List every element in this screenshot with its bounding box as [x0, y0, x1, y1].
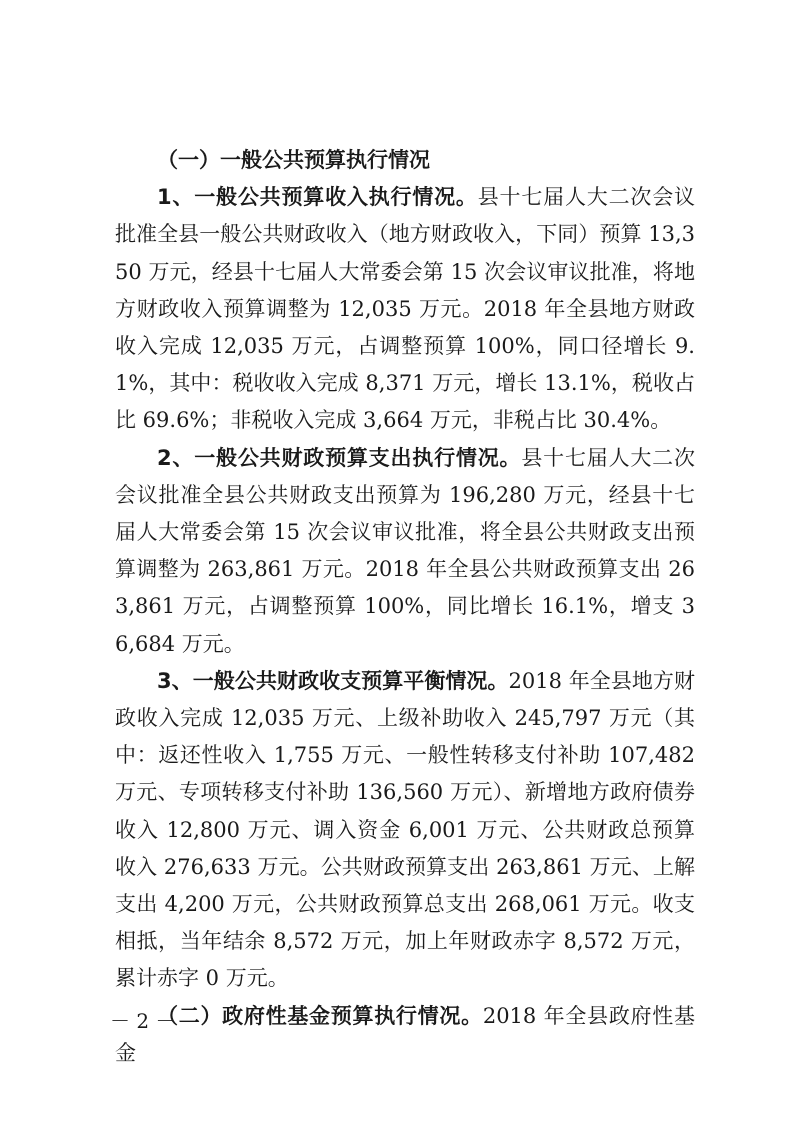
- paragraph-expenditure-body: 县十七届人大二次会议批准全县公共财政支出预算为 196,280 万元，经县十七届人大常委会第 15 次会议审议批准，将全县公共财政支出预算调整为 263,861 万元。2018 年全县公共财政预算支出 263,861 万元，占调整预算 100%，同比增长 16.1%，增支 36,684 万元。: [115, 445, 695, 656]
- paragraph-expenditure-lead: 2、一般公共财政预算支出执行情况。: [157, 445, 522, 470]
- paragraph-fund-body: 2018 年全县政府性基金: [115, 1003, 695, 1065]
- section-one-heading: [115, 142, 695, 179]
- document-body: [115, 142, 695, 1072]
- paragraph-budget-balance: [115, 663, 695, 998]
- paragraph-revenue-lead: 1、一般公共预算收入执行情况。: [157, 185, 478, 210]
- page-number: － 2 －: [110, 1009, 176, 1033]
- paragraph-balance-body: 2018 年全县地方财政收入完成 12,035 万元、上级补助收入 245,797 万元（其中：返还性收入 1,755 万元、一般性转移支付补助 107,482 万元、专项转移支付补助 136,560 万元）、新增地方政府债券收入 12,800 万元、调入资金 6,001 万元、公共财政总预算收入 276,633 万元。公共财政预算支出 263,861 万元、上解支出 4,200 万元，公共财政预算总支出 268,061 万元。收支相抵，当年结余 8,572 万元，加上年财政赤字 8,572 万元，累计赤字 0 万元。: [115, 668, 695, 991]
- paragraph-expenditure-execution: [115, 440, 695, 663]
- paragraph-government-fund: [115, 998, 695, 1072]
- paragraph-revenue-execution: [115, 179, 695, 439]
- section-one-heading-text: （一）一般公共预算执行情况: [157, 148, 430, 172]
- paragraph-balance-lead: 3、一般公共财政收支预算平衡情况。: [157, 668, 509, 693]
- paragraph-fund-lead: （二）政府性基金预算执行情况。: [157, 1003, 483, 1028]
- paragraph-revenue-body: 县十七届人大二次会议批准全县一般公共财政收入（地方财政收入，下同）预算 13,350 万元，经县十七届人大常委会第 15 次会议审议批准，将地方财政收入预算调整为 12,035 万元。2018 年全县地方财政收入完成 12,035 万元，占调整预算 100%，同口径增长 9.1%，其中：税收收入完成 8,371 万元，增长 13.1%，税收占比 69.6%；非税收入完成 3,664 万元，非税占比 30.4%。: [115, 185, 695, 433]
